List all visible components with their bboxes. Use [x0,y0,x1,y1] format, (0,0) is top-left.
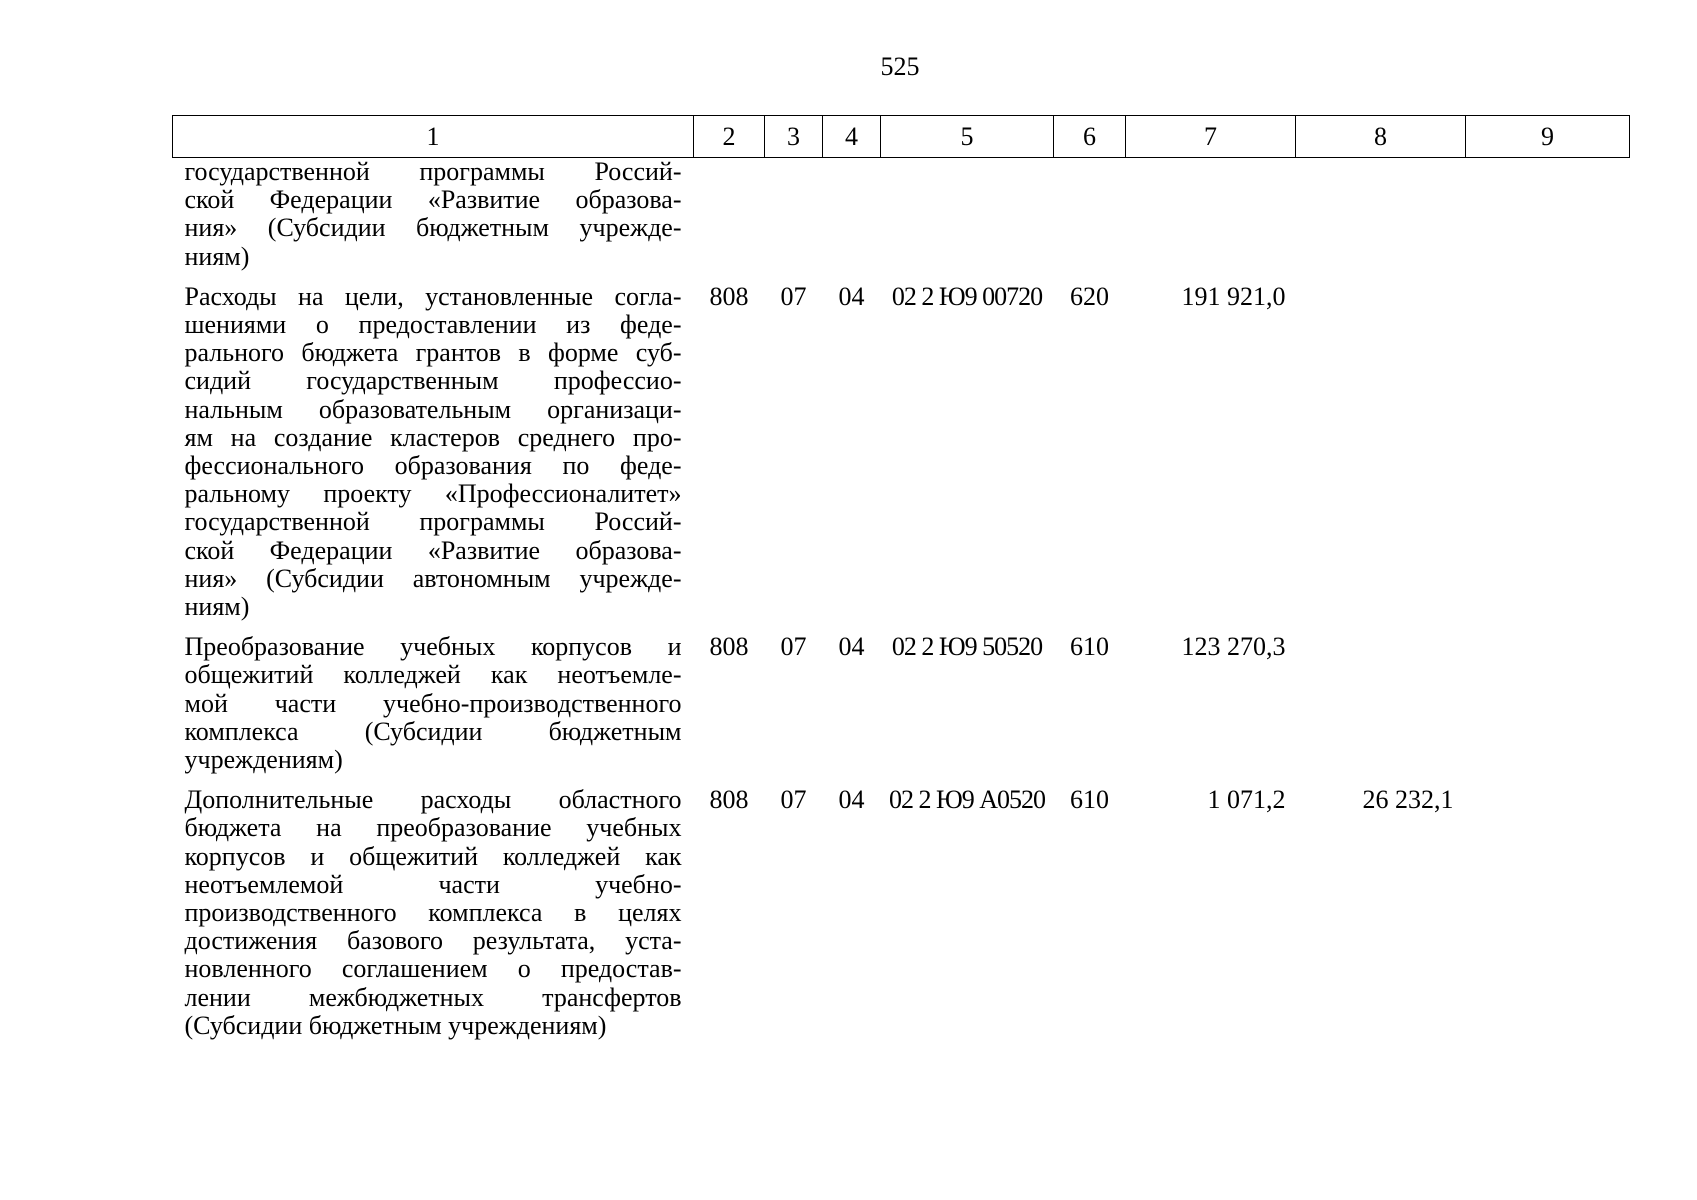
subsection-code-cell: 04 [838,632,865,662]
target-article-cell: 02 2 Ю9 А0520 [889,785,1045,815]
amount-col9-cell [1466,158,1630,281]
description-line: ния» (Субсидии автономным учрежде- [184,563,682,593]
subsection-code-cell: 04 [838,785,865,815]
description-line: сидий государственным профессио- [184,366,682,396]
table-body [173,158,1630,1051]
section-code-cell: 07 [780,785,807,815]
description-line: Дополнительные расходы областного [184,785,682,815]
expense-type-cell: 610 [1070,785,1109,815]
ministry-code-cell: 808 [709,281,749,311]
column-header-5: 5 [881,116,1054,158]
amount-col9-cell [1466,281,1630,631]
description-line: достижения базового результата, уста- [184,926,682,956]
description-line: ния» (Субсидии бюджетным учрежде- [184,213,682,243]
description-line: бюджета на преобразование учебных [184,813,682,843]
description-line: Преобразование учебных корпусов и [184,632,682,662]
section-code-cell: 07 [780,281,807,311]
section-code-cell [765,158,823,281]
subsection-code-cell: 04 [838,281,865,311]
target-article-cell [881,158,1054,281]
description-line: корпусов и общежитий колледжей как [184,841,682,871]
description-line: производственного комплекса в целях [184,898,682,928]
amount-col7-cell: 123 270,3 [1181,632,1286,662]
column-header-9: 9 [1466,116,1630,158]
amount-col7-cell: 1 071,2 [1207,785,1286,815]
description-line: новленного соглашением о предостав- [184,954,682,984]
ministry-code-cell [694,158,765,281]
column-header-2: 2 [694,116,765,158]
subsection-code-cell [823,158,881,281]
description-line: государственной программы Россий- [184,507,682,537]
expense-type-cell: 620 [1070,281,1109,311]
amount-col8-cell: 26 232,1 [1362,785,1454,815]
column-header-7: 7 [1126,116,1296,158]
row-description [173,784,694,1050]
amount-col8-cell [1296,281,1466,631]
description-line: нальным образовательным организаци- [184,394,682,424]
row-description [173,631,694,784]
description-line: ской Федерации «Развитие образова- [184,535,682,565]
amount-col9-cell [1466,784,1630,1050]
description-line: (Субсидии бюджетным учреждениям) [184,1010,607,1040]
description-line: ям на создание кластеров среднего про- [184,422,682,452]
amount-col8-cell [1296,158,1466,281]
table-row [173,158,1630,281]
column-header-8: 8 [1296,116,1466,158]
description-line: неотъемлемой части учебно- [184,869,682,899]
description-line: Расходы на цели, установленные согла- [184,281,682,311]
description-line: ральному проекту «Профессионалитет» [184,479,682,509]
row-description [173,281,694,631]
column-header-4: 4 [823,116,881,158]
column-header-3: 3 [765,116,823,158]
description-line: шениями о предоставлении из феде- [184,310,682,340]
section-code-cell: 07 [780,632,807,662]
table-row [173,631,1630,784]
description-line: ниям) [184,592,250,622]
description-line: лении межбюджетных трансфертов [184,982,682,1012]
description-line: мой части учебно-производственного [184,688,682,718]
table-header-row [173,116,1630,158]
description-line: ниям) [184,241,250,271]
amount-col7-cell: 191 921,0 [1181,281,1286,311]
column-header-1: 1 [173,116,694,158]
target-article-cell: 02 2 Ю9 50520 [891,632,1043,662]
description-line: ской Федерации «Развитие образова- [184,185,682,215]
expense-type-cell: 610 [1070,632,1109,662]
budget-table [172,115,1630,1050]
amount-col9-cell [1466,631,1630,784]
description-line: фессионального образования по феде- [184,451,682,481]
description-line: общежитий колледжей как неотъемле- [184,660,682,690]
page-number: 525 [880,52,920,81]
table-row [173,784,1630,1050]
target-article-cell: 02 2 Ю9 00720 [891,281,1043,311]
ministry-code-cell: 808 [709,785,749,815]
column-header-6: 6 [1054,116,1126,158]
amount-col8-cell [1296,631,1466,784]
description-line: рального бюджета грантов в форме суб- [184,338,682,368]
description-line: комплекса (Субсидии бюджетным [184,716,682,746]
description-line: государственной программы Россий- [184,157,682,186]
row-description [173,158,694,281]
description-line: учреждениям) [184,745,343,775]
amount-col7-cell [1126,158,1296,281]
table-row [173,281,1630,631]
expense-type-cell [1054,158,1126,281]
ministry-code-cell: 808 [709,632,749,662]
